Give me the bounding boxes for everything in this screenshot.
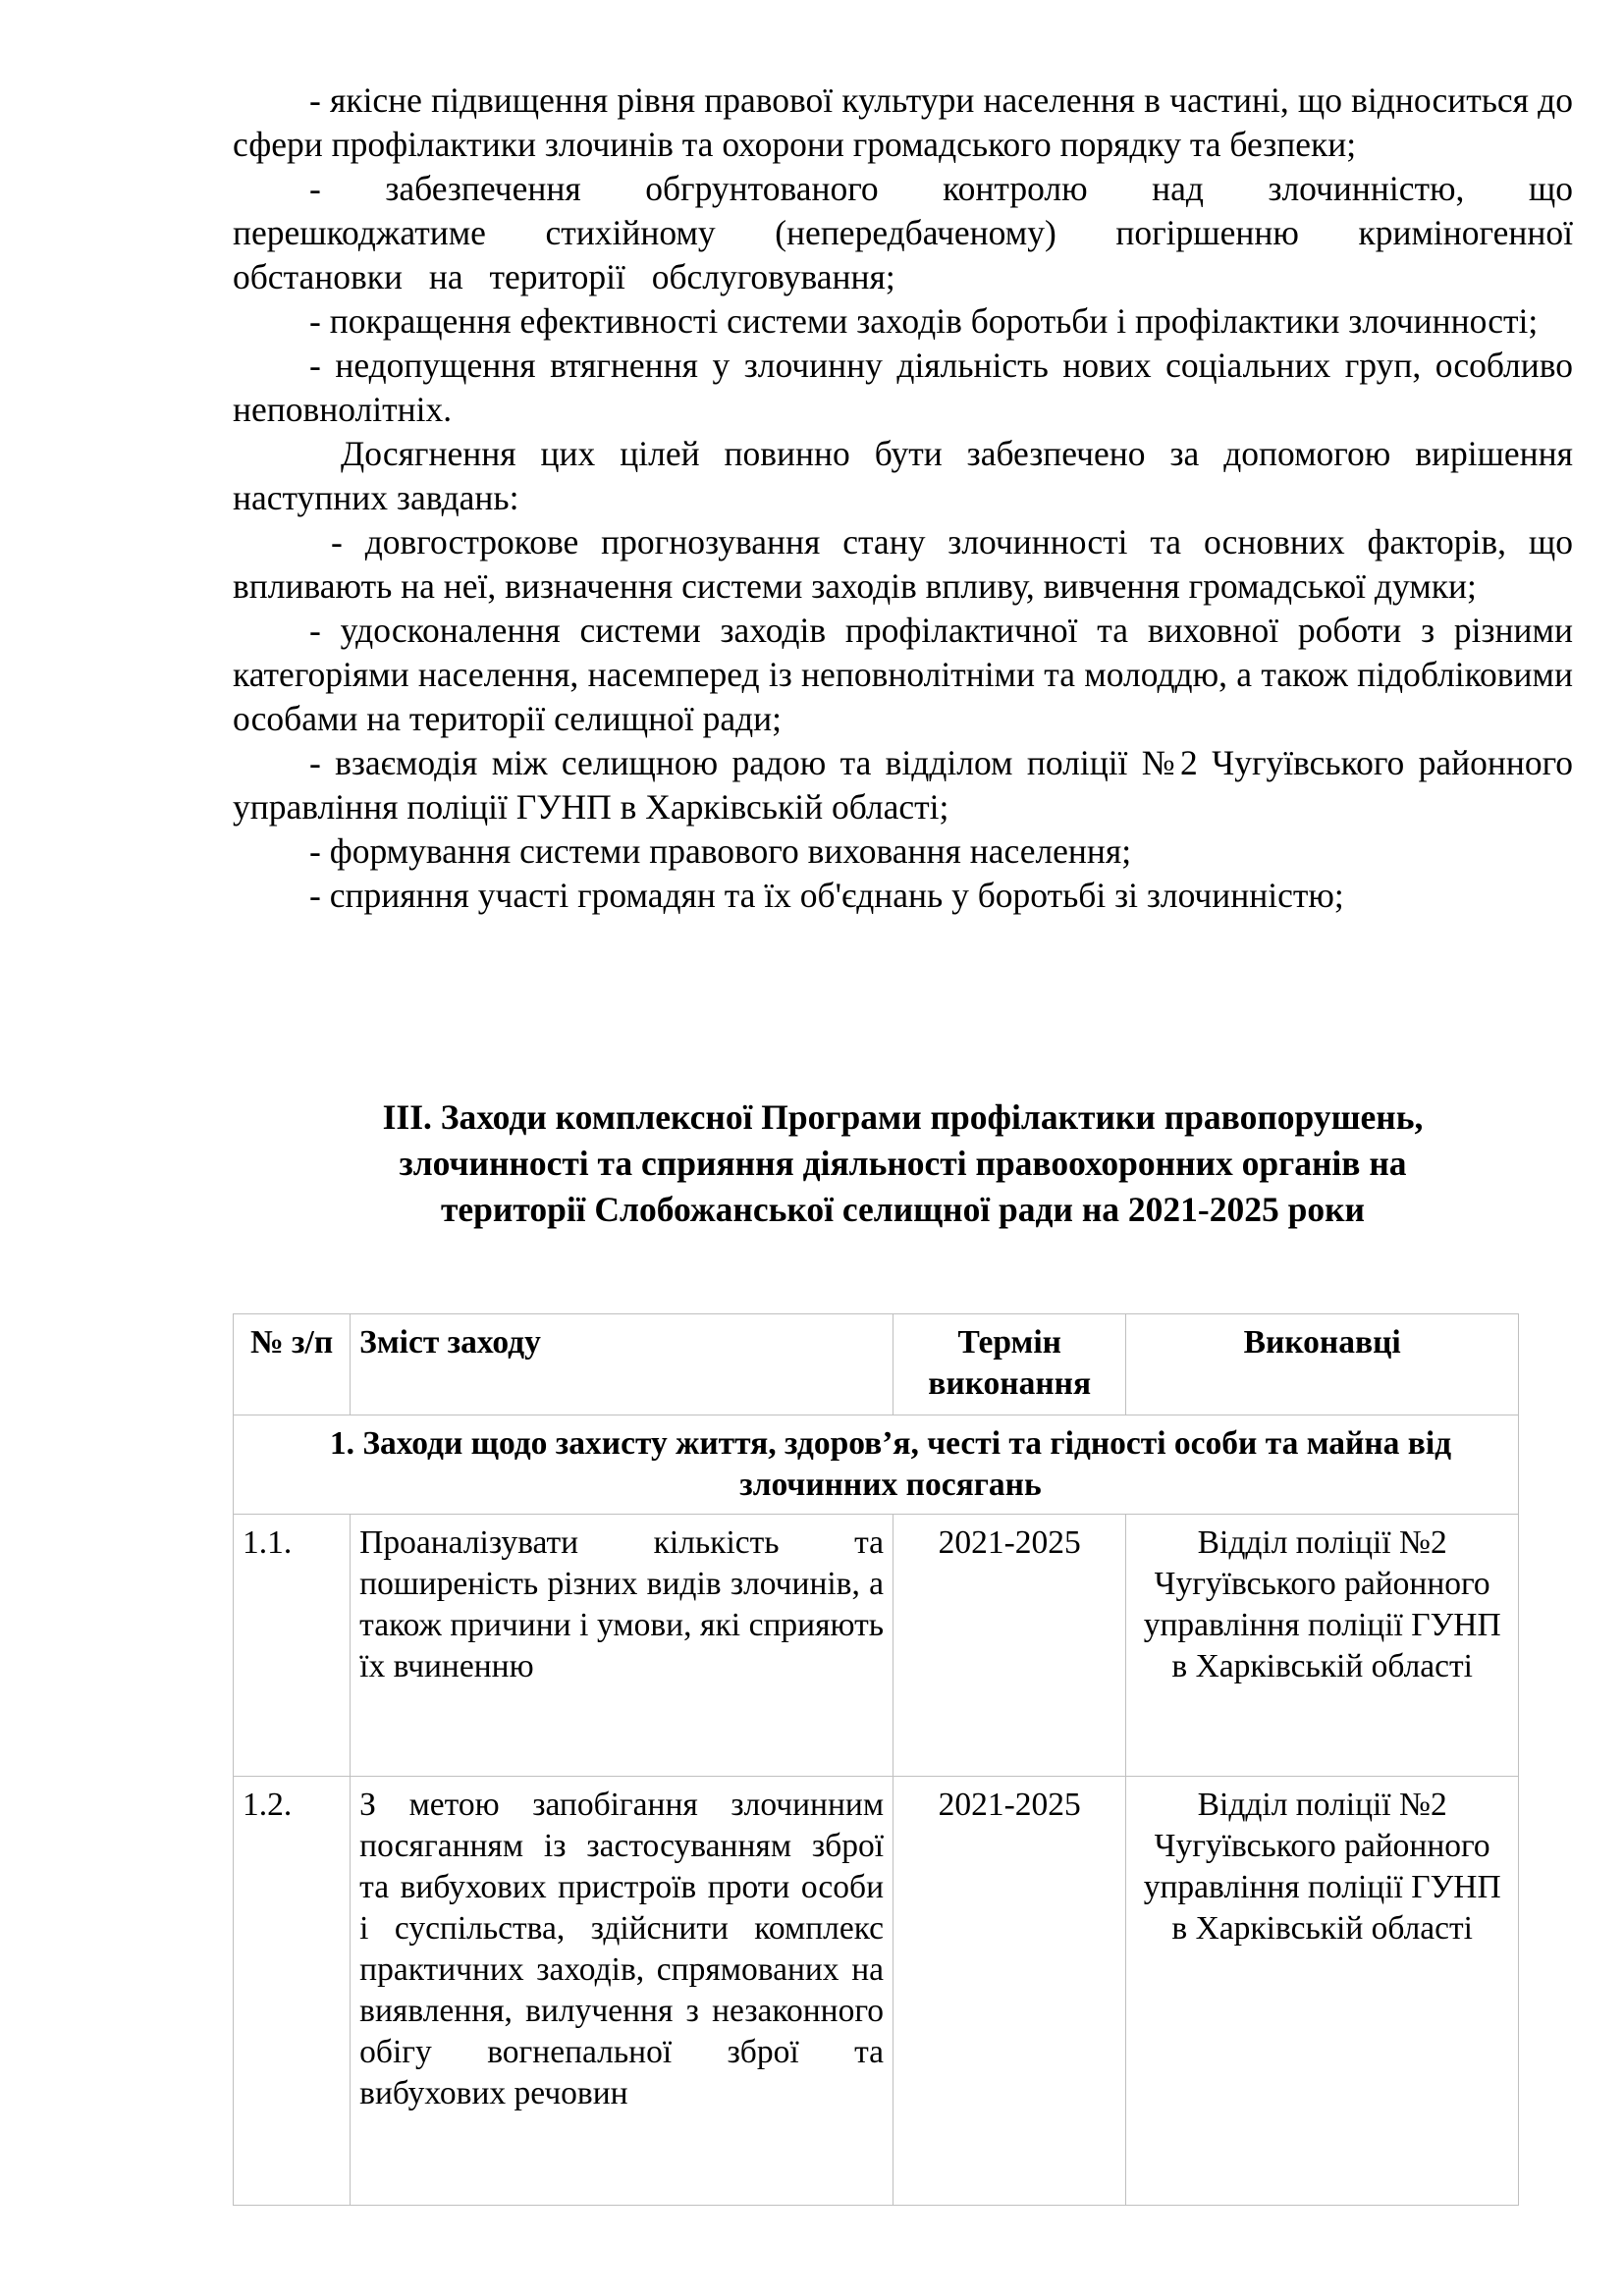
paragraph-task-legal-education: - формування системи правового виховання населення; — [309, 831, 1132, 871]
row-content: З метою запобігання злочинним посяганням із застосуванням зброї та вибухових пристроїв проти особи і суспільства, здійснити комплекс практичних заходів, спрямованих на виявлення, вилучення з незаконного обігу вогнепальної зброї та вибухових речовин — [351, 1777, 893, 2206]
row-term: 2021-2025 — [893, 1515, 1126, 1777]
table-row — [234, 1515, 1519, 1777]
section-heading-line-3: території Слобожанської селищної ради на 2021-2025 роки — [440, 1190, 1366, 1229]
row-content: Проаналізувати кількість та поширеність різних видів злочинів, а також причини і умови, які сприяють їх вчиненню — [351, 1515, 893, 1777]
paragraph-task-cooperation: - взаємодія між селищною радою та відділом поліції №2 Чугуївського районного управління поліції ГУНП в Харківській області; — [233, 743, 1573, 827]
section-heading — [233, 1095, 1573, 1233]
row-term: 2021-2025 — [893, 1777, 1126, 2206]
table-header-row — [234, 1314, 1519, 1415]
paragraph-goal-prevent-involvement: - недопущення втягнення у злочинну діяльність нових соціальних груп, особливо неповнолітніх. — [233, 346, 1573, 429]
row-number: 1.2. — [234, 1777, 351, 2206]
table-row — [234, 1777, 1519, 2206]
paragraph-goal-crime-control: - забезпечення обгрунтованого контролю над злочинністю, що перешкоджатиме стихійному (непередбаченому) погіршенню криміногенної обстановки на території обслуговування; — [233, 169, 1573, 296]
header-content: Зміст заходу — [351, 1314, 893, 1415]
body-text — [233, 79, 1573, 918]
paragraph-task-prevention-work: - удосконалення системи заходів профілактичної та виховної роботи з різними категоріями населення, насемперед із неповнолітніми та молоддю, а також підобліковими особами на території селищної ради; — [233, 611, 1573, 738]
row-executors: Відділ поліції №2 Чугуївського районного управління поліції ГУНП в Харківській області — [1126, 1777, 1519, 2206]
row-number: 1.1. — [234, 1515, 351, 1777]
paragraph-goal-legal-culture: - якісне підвищення рівня правової культури населення в частині, що відноситься до сфери профілактики злочинів та охорони громадського порядку та безпеки; — [233, 80, 1573, 164]
section-heading-line-1: ІІІ. Заходи комплексної Програми профілактики правопорушень, — [382, 1097, 1424, 1137]
row-executors: Відділ поліції №2 Чугуївського районного управління поліції ГУНП в Харківській області — [1126, 1515, 1519, 1777]
paragraph-task-forecasting: - довгострокове прогнозування стану злочинності та основних факторів, що впливають на неї, визначення системи заходів впливу, вивчення громадської думки; — [233, 522, 1573, 606]
paragraph-tasks-intro: Досягнення цих цілей повинно бути забезпечено за допомогою вирішення наступних завдань: — [233, 434, 1573, 517]
section-heading-line-2: злочинності та сприяння діяльності правоохоронних органів на — [399, 1144, 1407, 1183]
paragraph-goal-efficiency: - покращення ефективності системи заходів боротьби і профілактики злочинності; — [309, 301, 1539, 341]
measures-table — [233, 1313, 1519, 2206]
table-section-row — [234, 1415, 1519, 1515]
header-term: Термін виконання — [893, 1314, 1126, 1415]
header-number: № з/п — [234, 1314, 351, 1415]
section-title: 1. Заходи щодо захисту життя, здоров’я, честі та гідності особи та майна від злочинних посягань — [234, 1415, 1519, 1515]
header-executors: Виконавці — [1126, 1314, 1519, 1415]
paragraph-task-citizen-participation: - сприяння участі громадян та їх об'єднань у боротьбі зі злочинністю; — [309, 876, 1344, 915]
